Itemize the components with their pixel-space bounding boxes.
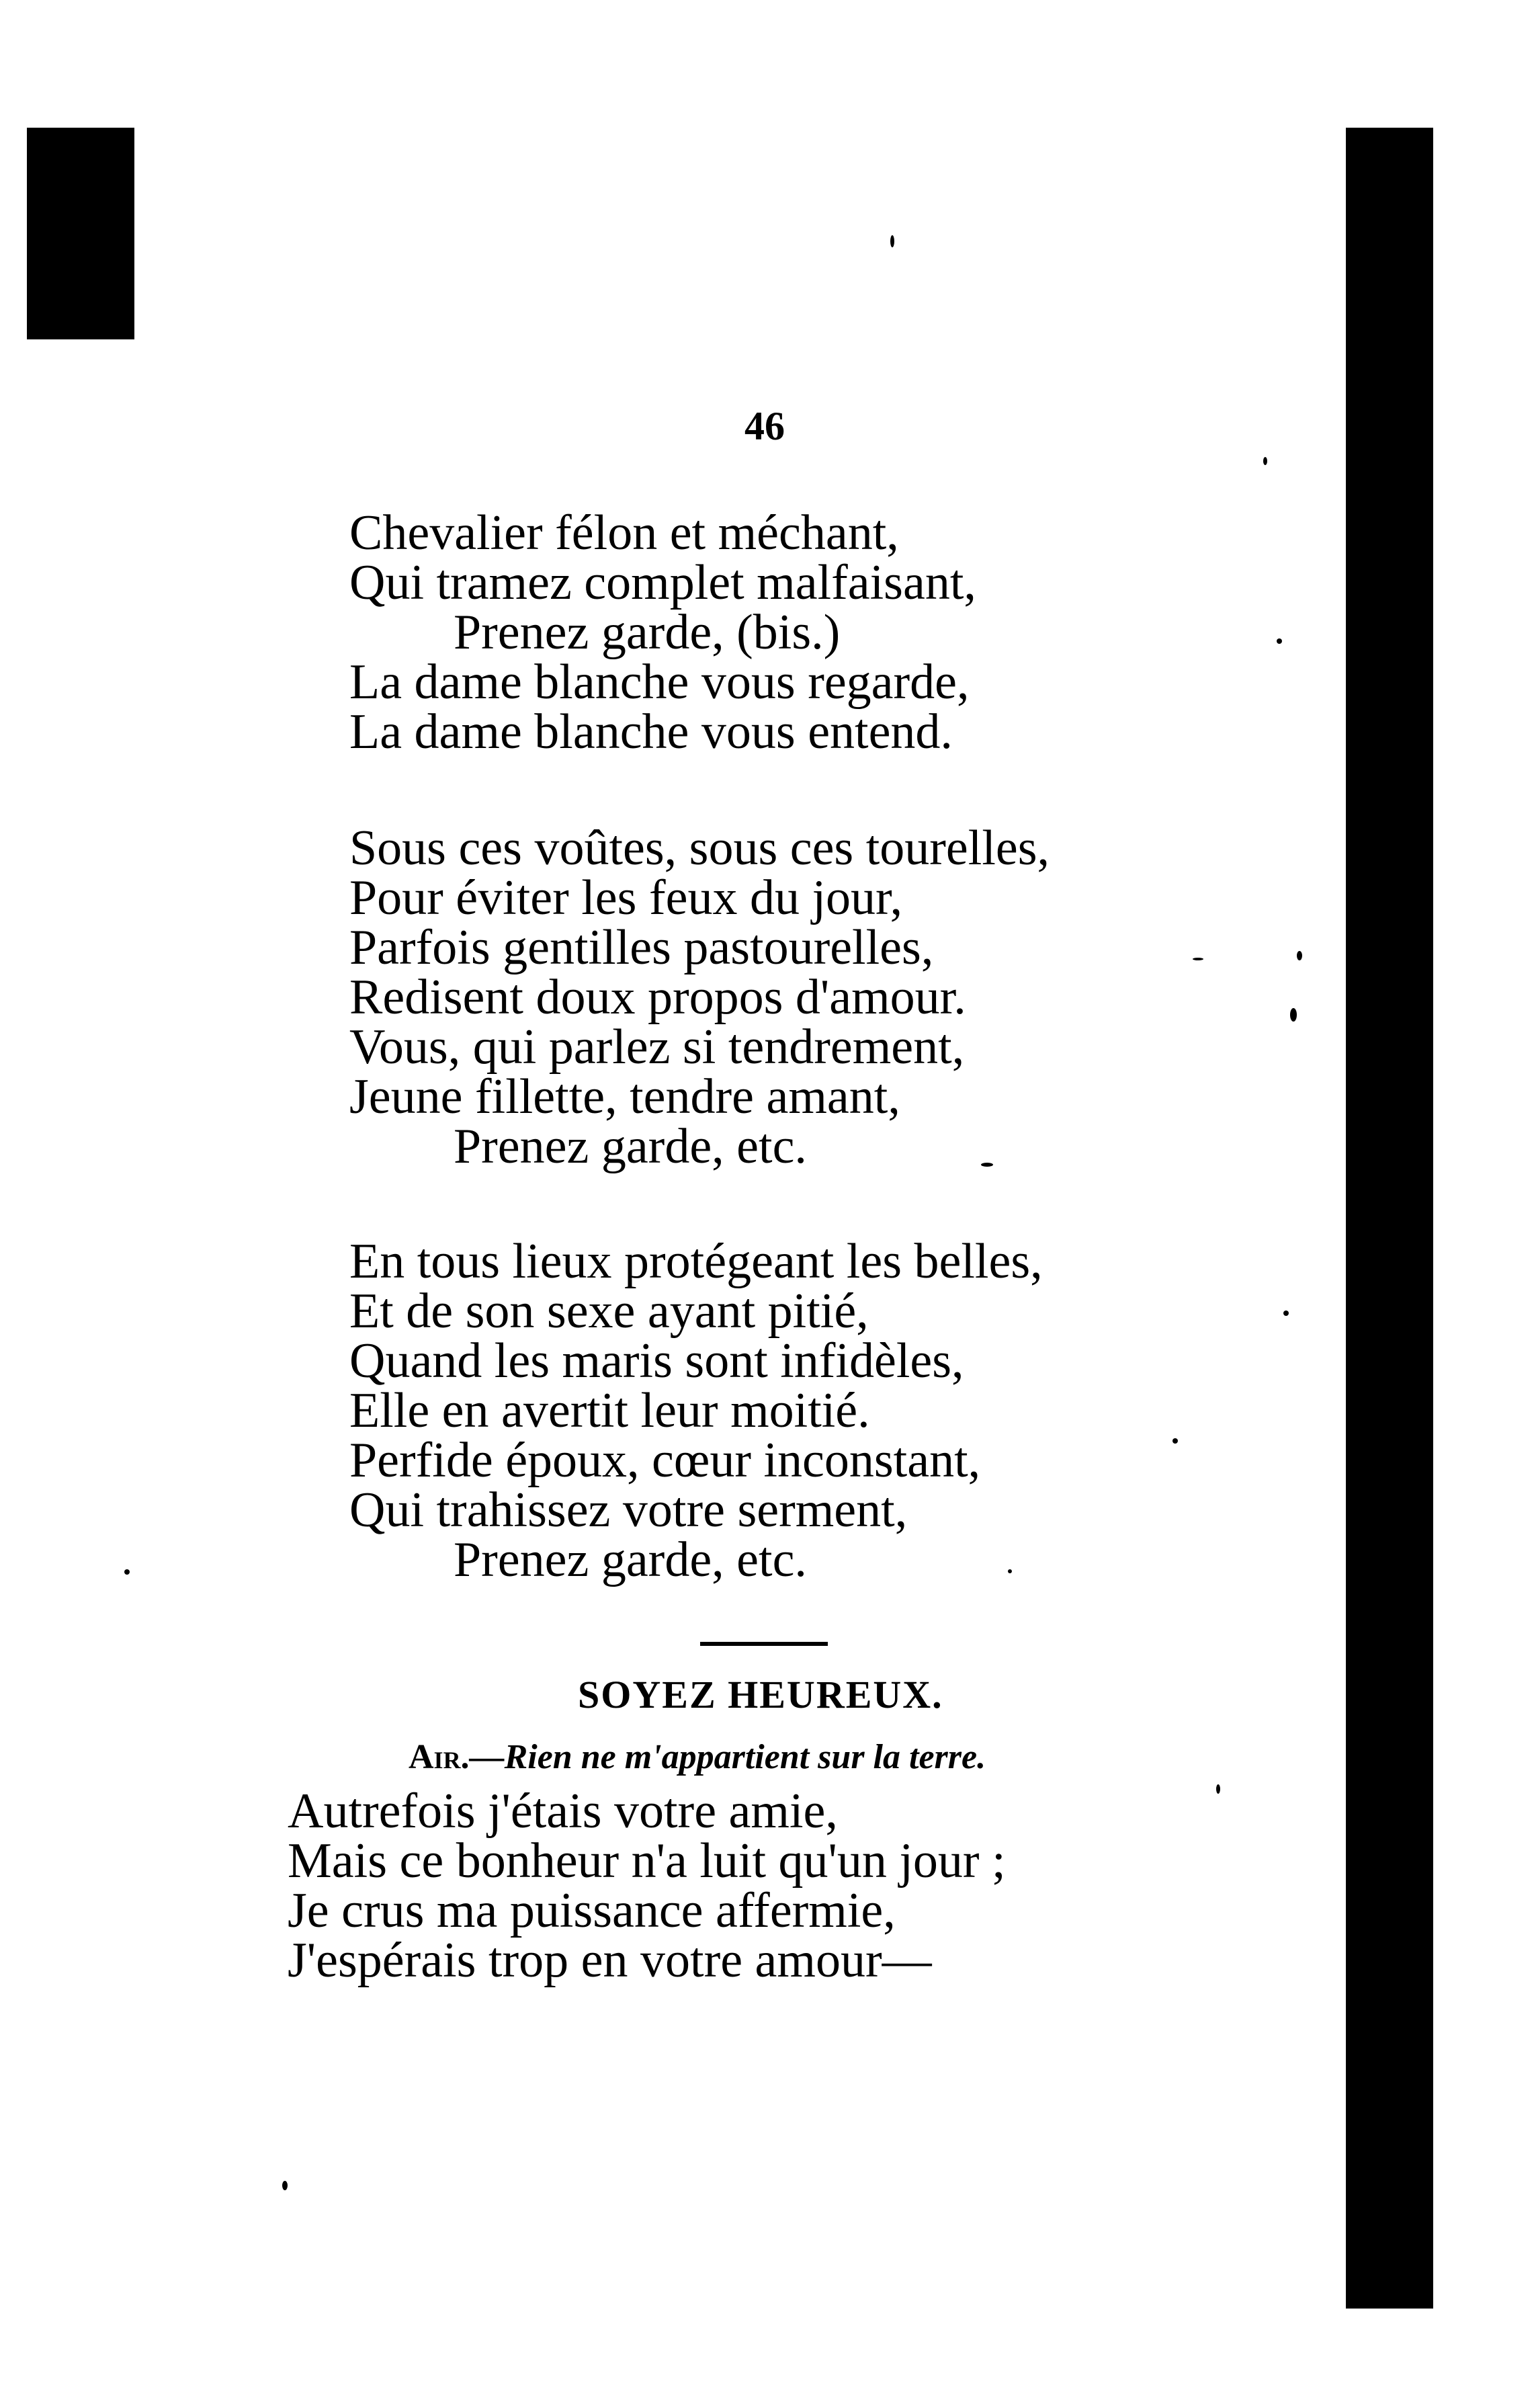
song-verse [288, 1784, 1006, 1988]
verse-line: J'espérais trop en votre amour— [288, 1933, 932, 1988]
air-tune: —Rien ne m'appartient sur la terre. [469, 1738, 986, 1776]
scan-speck [1263, 457, 1267, 465]
verse-line: Sous ces voûtes, sous ces tourelles, [349, 821, 1050, 876]
air-label: Air. [409, 1738, 470, 1776]
scan-speck [890, 235, 894, 247]
verse-line: Qui tramez complet malfaisant, [349, 555, 976, 610]
verse-line: Parfois gentilles pastourelles, [349, 920, 934, 975]
verse-line: Redisent doux propos d'amour. [349, 970, 966, 1025]
refrain-line: Prenez garde, etc. [454, 1532, 807, 1587]
scan-speck [1277, 638, 1282, 644]
section-divider [700, 1642, 828, 1646]
verse-line: Jeune fillette, tendre amant, [349, 1069, 900, 1124]
page-number: 46 [744, 404, 785, 448]
verse-line: En tous lieux protégeant les belles, [349, 1234, 1043, 1289]
scan-edge-left [27, 128, 134, 339]
verse-line: Et de son sexe ayant pitié, [349, 1284, 869, 1339]
scan-speck [1290, 1008, 1297, 1022]
scan-speck [1283, 1311, 1289, 1316]
scan-edge-right [1346, 128, 1433, 2309]
scan-speck [124, 1569, 130, 1575]
verse-line: Je crus ma puissance affermie, [288, 1883, 896, 1938]
scan-speck [282, 2181, 288, 2190]
refrain-line: Prenez garde, (bis.) [454, 605, 841, 660]
scan-speck [1297, 951, 1302, 960]
verse-line: Pour éviter les feux du jour, [349, 870, 903, 925]
song-title: SOYEZ HEUREUX. [578, 1673, 943, 1716]
refrain-line: Prenez garde, etc. [454, 1119, 807, 1174]
scan-speck [1172, 1438, 1178, 1444]
verse-line: La dame blanche vous entend. [349, 704, 953, 759]
stanza-3 [349, 1234, 1043, 1587]
verse-line: Chevalier félon et méchant, [349, 505, 899, 561]
verse-line: La dame blanche vous regarde, [349, 655, 970, 710]
scan-speck [1216, 1784, 1220, 1794]
stanza-1 [349, 505, 976, 759]
verse-line: Vous, qui parlez si tendrement, [349, 1020, 965, 1075]
verse-line: Qui trahissez votre serment, [349, 1483, 908, 1538]
verse-line: Perfide époux, cœur inconstant, [349, 1433, 981, 1488]
verse-line: Mais ce bonheur n'a luit qu'un jour ; [288, 1833, 1006, 1888]
scan-speck [1193, 958, 1203, 960]
verse-line: Elle en avertit leur moitié. [349, 1383, 870, 1438]
verse-line: Quand les maris sont infidèles, [349, 1333, 964, 1388]
verse-line: Autrefois j'étais votre amie, [288, 1784, 838, 1839]
air-note [409, 1737, 986, 1777]
stanza-2 [349, 821, 1050, 1174]
